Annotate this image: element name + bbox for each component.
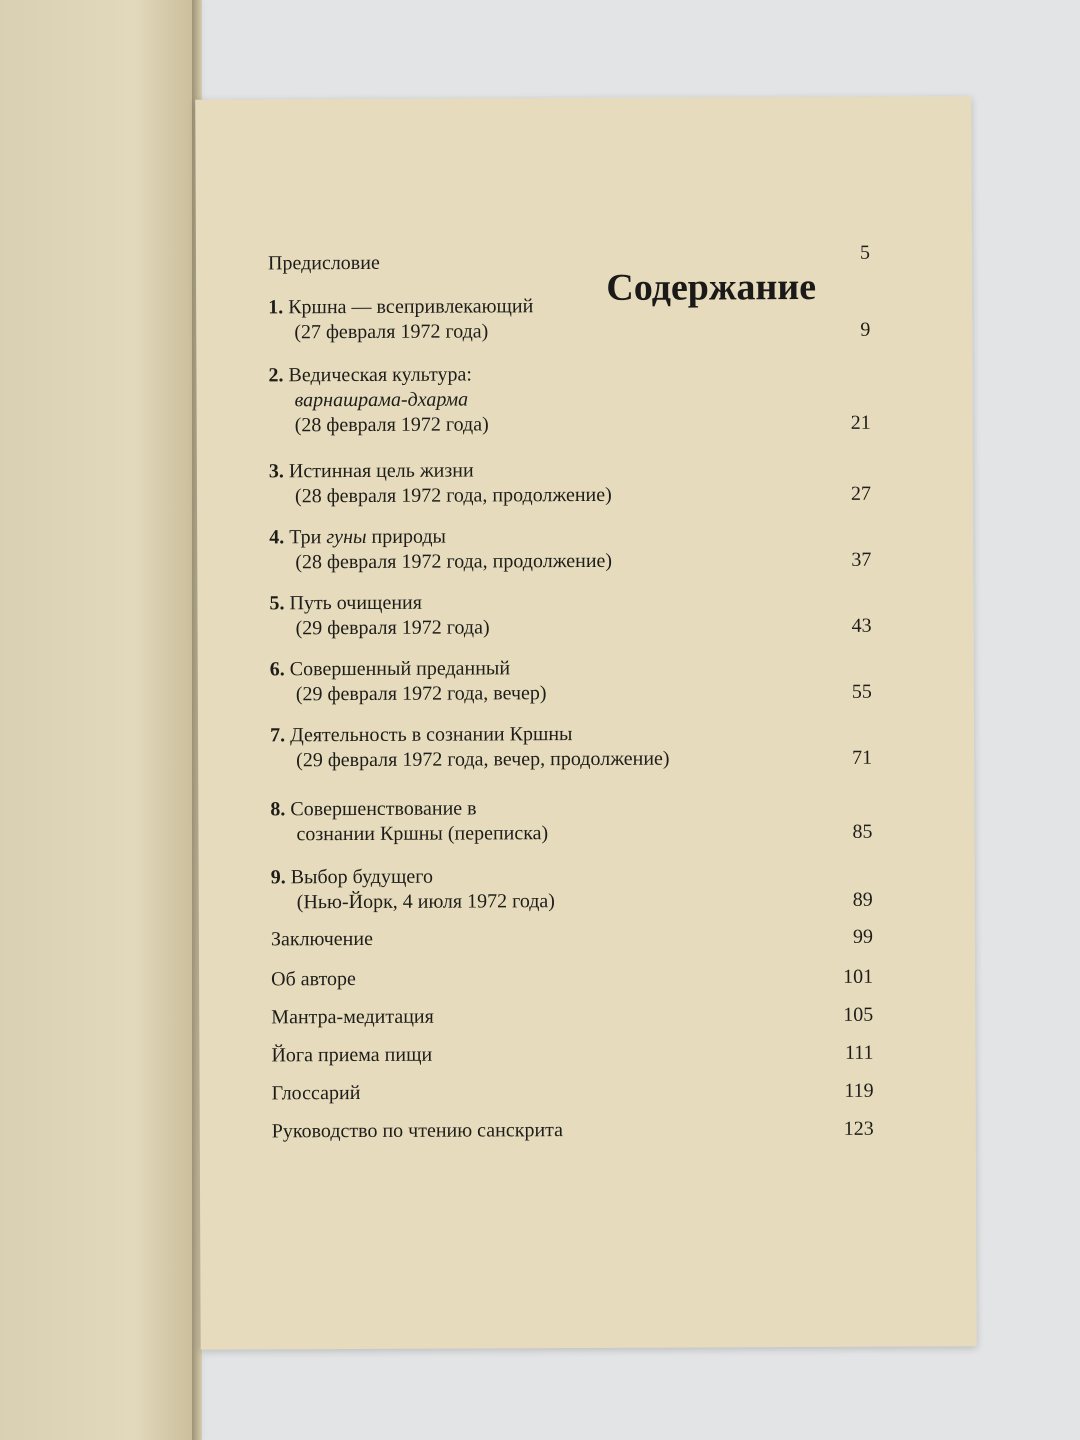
toc-entry-line: (28 февраля 1972 года, продолжение) [294, 483, 612, 508]
toc-entry-line: 8. Совершенствование в [270, 797, 477, 821]
toc-entry-line: (29 февраля 1972 года, вечер, продолжение) [296, 747, 670, 772]
toc-entry-line: Йога приема пищи [271, 1043, 433, 1067]
toc-page-number: 119 [844, 1079, 874, 1102]
toc-entry-line: 1. Кршна — всепривлекающий [268, 295, 534, 319]
toc-entry-line: (29 февраля 1972 года, вечер) [295, 682, 547, 706]
toc-entry [267, 241, 870, 277]
toc-page-number: 99 [852, 925, 873, 948]
toc-entry [271, 965, 873, 993]
toc-entry-line: 9. Выбор будущего [270, 865, 433, 889]
toc-entry-number: 1. [268, 296, 289, 319]
toc-page-number: 111 [844, 1041, 874, 1064]
toc-entry [271, 925, 873, 953]
toc-entry-line: (28 февраля 1972 года) [294, 413, 489, 437]
toc-entry-number: 7. [270, 724, 291, 747]
toc-entry [270, 655, 872, 708]
toc-page-number: 71 [852, 746, 873, 769]
toc-page-number: 21 [850, 411, 871, 434]
book-page [195, 96, 976, 1349]
toc-entry-line: 5. Путь очищения [269, 591, 422, 615]
toc-entry-line: 6. Совершенный преданный [269, 657, 511, 681]
toc-entry-number: 5. [269, 592, 290, 615]
toc-entry-line: 7. Деятельность в сознании Кршны [270, 723, 573, 747]
toc-entry-line: варнашрама-дхарма [294, 388, 469, 412]
toc-entry-line: 2. Ведическая культура: [268, 363, 472, 387]
toc-entry [268, 293, 870, 346]
toc-entry-line: (28 февраля 1972 года, продолжение) [295, 549, 613, 574]
toc-entry-number: 2. [268, 364, 289, 387]
toc-entry-line: (27 февраля 1972 года) [294, 320, 489, 344]
toc-entry [272, 1117, 874, 1145]
toc-page-number: 27 [850, 482, 872, 505]
toc-entry [271, 863, 873, 916]
toc-page-number: 101 [843, 965, 874, 988]
left-page [0, 0, 192, 1440]
toc-entry-number: 4. [269, 526, 290, 549]
toc-entry [270, 795, 872, 848]
toc-entry-line: сознании Кршны (переписка) [296, 822, 549, 846]
toc-page-number: 123 [843, 1117, 874, 1140]
toc-entry-line: (29 февраля 1972 года) [295, 616, 490, 640]
toc-page-number: 89 [852, 888, 873, 911]
toc-entry [269, 589, 871, 642]
toc-entry-line: (Нью-Йорк, 4 июля 1972 года) [296, 890, 555, 914]
toc-entry-number: 6. [269, 658, 290, 681]
toc-entry [270, 721, 872, 774]
toc-entry [272, 1079, 874, 1107]
toc-entry-line: Мантра-медитация [271, 1005, 434, 1029]
toc-entry-number: 9. [270, 866, 291, 889]
toc-entry [269, 523, 871, 576]
contents-title: Содержание [606, 265, 817, 309]
toc-entry-line: Руководство по чтению санскрита [271, 1119, 564, 1143]
toc-entry-line: 3. Истинная цель жизни [268, 459, 474, 483]
toc-entry [269, 457, 871, 510]
toc-page-number: 9 [860, 318, 871, 341]
toc-entry [271, 1041, 873, 1069]
toc-page-number: 37 [851, 548, 872, 571]
toc-page-number: 43 [851, 614, 872, 637]
toc-entry-line: Глоссарий [271, 1081, 361, 1105]
toc-entry-line: Об авторе [271, 968, 356, 991]
toc-entry [268, 361, 870, 439]
toc-entry-line: 4. Три гуны природы [269, 525, 447, 549]
toc-entry-line: Заключение [270, 927, 373, 951]
contents-list [195, 96, 976, 1349]
toc-entry-number: 3. [268, 460, 289, 483]
toc-page-number: 55 [851, 680, 872, 703]
toc-page-number: 85 [852, 820, 873, 843]
toc-page-number: 5 [859, 241, 870, 264]
toc-page-number: 105 [843, 1003, 874, 1026]
toc-entry [271, 1003, 873, 1031]
toc-entry-number: 8. [270, 798, 291, 821]
toc-entry-line: Предисловие [267, 251, 380, 275]
